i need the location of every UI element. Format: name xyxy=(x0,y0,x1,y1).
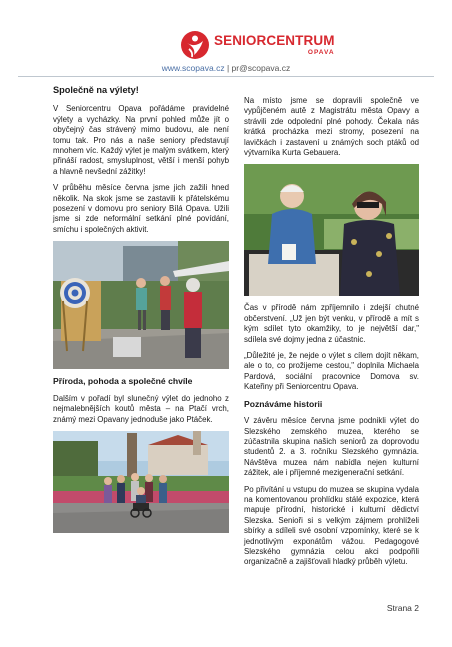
photo-activity-target-game xyxy=(53,241,229,369)
paragraph: „Důležité je, že nejde o výlet s cílem dojít někam, ale o to, co prožijeme cestou," doplnila Michaela Pardová, sociální pracovnice Domova sv. Kateřiny při Seniorcentru Opava. xyxy=(244,351,419,392)
header-divider xyxy=(18,76,434,77)
paragraph: Na místo jsme se dopravili společně ve vypůjčeném autě z Magistrátu města Opavy a strávili zde odpolední plné pohody. Čekala nás krátká procházka mezi stromy, posezení na lavičkách i zastavení u známých soch ptáků od výtvarníka Kurta Gebauera. xyxy=(244,96,419,158)
contact-line xyxy=(0,63,452,73)
right-column xyxy=(244,96,419,574)
logo-title: SENIORCENTRUM xyxy=(214,33,335,48)
paragraph: Po přivítání u vstupu do muzea se skupina vydala na komentovanou prohlídku stálé expozice, která mapuje přírodní, historické i kulturní dědictví Slezska. Senioři si s velkým zájmem prohlíželi sbírky a sdíleli své osobní vzpomínky, které se k jednotlivým exponátům vážou. Pedagogové Slezského gymnázia celou akci podpořili organizačně a zajišťovali hladký průběh výletu. xyxy=(244,484,419,567)
website-link[interactable]: www.scopava.cz xyxy=(161,63,225,73)
logo-subtitle: OPAVA xyxy=(307,48,335,56)
paragraph: V Seniorcentru Opava pořádáme pravidelné výlety a vycházky. Na první pohled může jít o obyčejný čas strávený mimo budovu, ale není tomu tak. Pro nás a naše seniory představují mnohem víc. Každý výlet je malým svátkem, který přináší radost, smysluplnost, větší i menší pohyb a hlavně nevšední zážitky! xyxy=(53,104,229,176)
paragraph: Dalším v pořadí byl slunečný výlet do jednoho z nejmalebnějších koutů města – na Ptačí vrch, známý mezi Opavany jednoduše jako Ptáček. xyxy=(53,393,229,424)
photo-two-seniors xyxy=(244,164,419,296)
section-title: Příroda, pohoda a společné chvíle xyxy=(53,376,193,387)
logo-icon xyxy=(180,30,210,60)
article-title: Společně na výlety! xyxy=(53,85,139,95)
paragraph: V průběhu měsíce června jsme jich zažili hned několik. Na skok jsme se zastavili k přátelskému posezení v domovu pro seniory Bílá Opava. Užili jsme si zde neformální setkání plné povídání, smíchu i společných aktivit. xyxy=(53,183,229,234)
paragraph: V závěru měsíce června jsme podnikli výlet do Slezského zemského muzea, kterého se zúčastnila skupina našich seniorů za doprovodu studentů 2. a 3. ročníku Slezského gymnázia. Návštěva muzea nám nabídla nejen kulturní zážitek, ale i příjemné mezigenerační setkání. xyxy=(244,416,419,478)
section-title: Poznáváme historii xyxy=(244,398,323,409)
email-link[interactable]: pr@scopava.cz xyxy=(231,63,291,73)
left-column xyxy=(53,85,229,540)
photo-group-ptaci-vrch xyxy=(53,431,229,533)
contact-separator: | xyxy=(224,63,232,73)
paragraph: Čas v přírodě nám zpříjemnilo i zdejší chutné občerstvení. „Už jen být venku, v přírodě a mít s kým sdílet tyto okamžiky, to je největší dar," sdílela své dojmy jedna z účastnic. xyxy=(244,303,419,344)
page-number: Strana 2 xyxy=(386,603,419,613)
seniorcentrum-logo xyxy=(180,30,335,60)
